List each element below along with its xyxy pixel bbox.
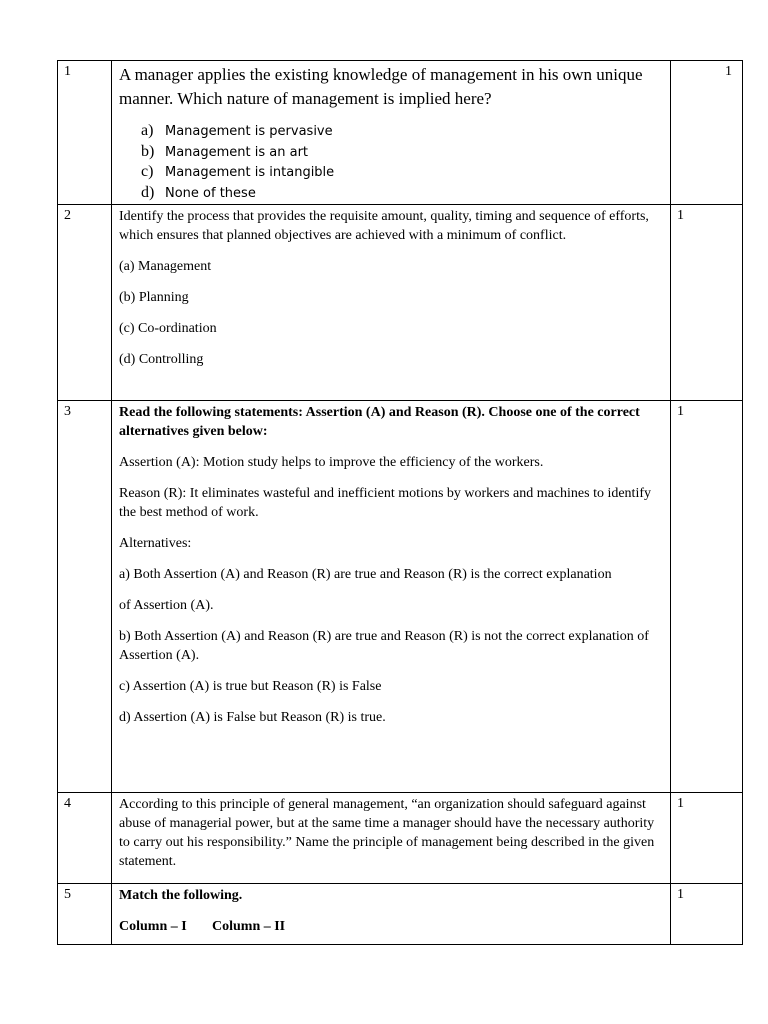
marks-cell: 1 — [671, 792, 743, 883]
column-headers — [119, 917, 663, 936]
option-text: (d) Controlling — [119, 351, 204, 367]
question-cell — [112, 61, 671, 205]
reason-text: Reason (R): It eliminates wasteful and inefficient motions by workers and machines to identify the best method of work. — [119, 485, 651, 520]
question-cell — [112, 883, 671, 944]
question-row-4 — [58, 792, 743, 883]
instruction-wrapper — [119, 403, 663, 441]
option-label: d) — [141, 184, 155, 202]
option-text: None of these — [165, 186, 256, 202]
question-text: A manager applies the existing knowledge of management in his own unique manner. Which nature of management is implied here? — [119, 65, 643, 108]
question-row-2 — [58, 204, 743, 400]
assertion-text: Assertion (A): Motion study helps to improve the efficiency of the workers. — [119, 454, 544, 470]
marks-cell: 1 — [671, 400, 743, 792]
question-table — [57, 60, 743, 945]
option-item — [141, 142, 663, 163]
question-row-1 — [58, 61, 743, 205]
marks-cell: 1 — [671, 883, 743, 944]
marks-cell: 1 — [671, 204, 743, 400]
question-row-3 — [58, 400, 743, 792]
alternative-text: a) Both Assertion (A) and Reason (R) are true and Reason (R) is the correct explanation — [119, 566, 612, 582]
column-1-header: Column – I — [119, 918, 187, 934]
question-number: 5 — [58, 883, 112, 944]
question-cell — [112, 792, 671, 883]
option-text: (b) Planning — [119, 289, 189, 305]
question-number: 2 — [58, 204, 112, 400]
question-number: 1 — [58, 61, 112, 205]
option-label: b) — [141, 142, 155, 160]
option-label: c) — [141, 163, 154, 181]
alternatives-label: Alternatives: — [119, 535, 192, 551]
alternative-text: b) Both Assertion (A) and Reason (R) are true and Reason (R) is not the correct explanation of Assertion (A). — [119, 628, 649, 663]
option-text: (c) Co-ordination — [119, 320, 217, 336]
option-item — [141, 121, 663, 142]
option-list — [141, 121, 663, 204]
match-heading-wrapper — [119, 886, 663, 905]
option-text: Management is pervasive — [165, 124, 333, 139]
option-text: (a) Management — [119, 258, 212, 274]
match-heading: Match the following. — [119, 887, 243, 903]
instruction-text: Read the following statements: Assertion (A) and Reason (R). Choose one of the correct alternatives given below: — [119, 404, 640, 439]
alternative-text: d) Assertion (A) is False but Reason (R) is true. — [119, 709, 386, 725]
marks-cell: 1 — [671, 61, 743, 205]
question-number: 4 — [58, 792, 112, 883]
question-number: 3 — [58, 400, 112, 792]
option-item — [141, 162, 663, 183]
alternative-text: c) Assertion (A) is true but Reason (R) is False — [119, 678, 382, 694]
option-item — [141, 183, 663, 204]
option-label: a) — [141, 122, 154, 139]
option-text: Management is an art — [165, 144, 309, 160]
column-2-header: Column – II — [212, 918, 286, 934]
question-row-5 — [58, 883, 743, 944]
question-text: According to this principle of general management, “an organization should safeguard against abuse of managerial power, but at the same time a manager should have the necessary authority to carry out his responsibility.” Name the principle of management being described in the given statement. — [119, 796, 655, 869]
question-cell — [112, 204, 671, 400]
option-text: Management is intangible — [165, 165, 335, 181]
question-text: Identify the process that provides the requisite amount, quality, timing and sequence of efforts, which ensures that planned objectives are achieved with a minimum of conflict. — [119, 208, 649, 243]
question-cell — [112, 400, 671, 792]
alternative-text: of Assertion (A). — [119, 597, 214, 613]
